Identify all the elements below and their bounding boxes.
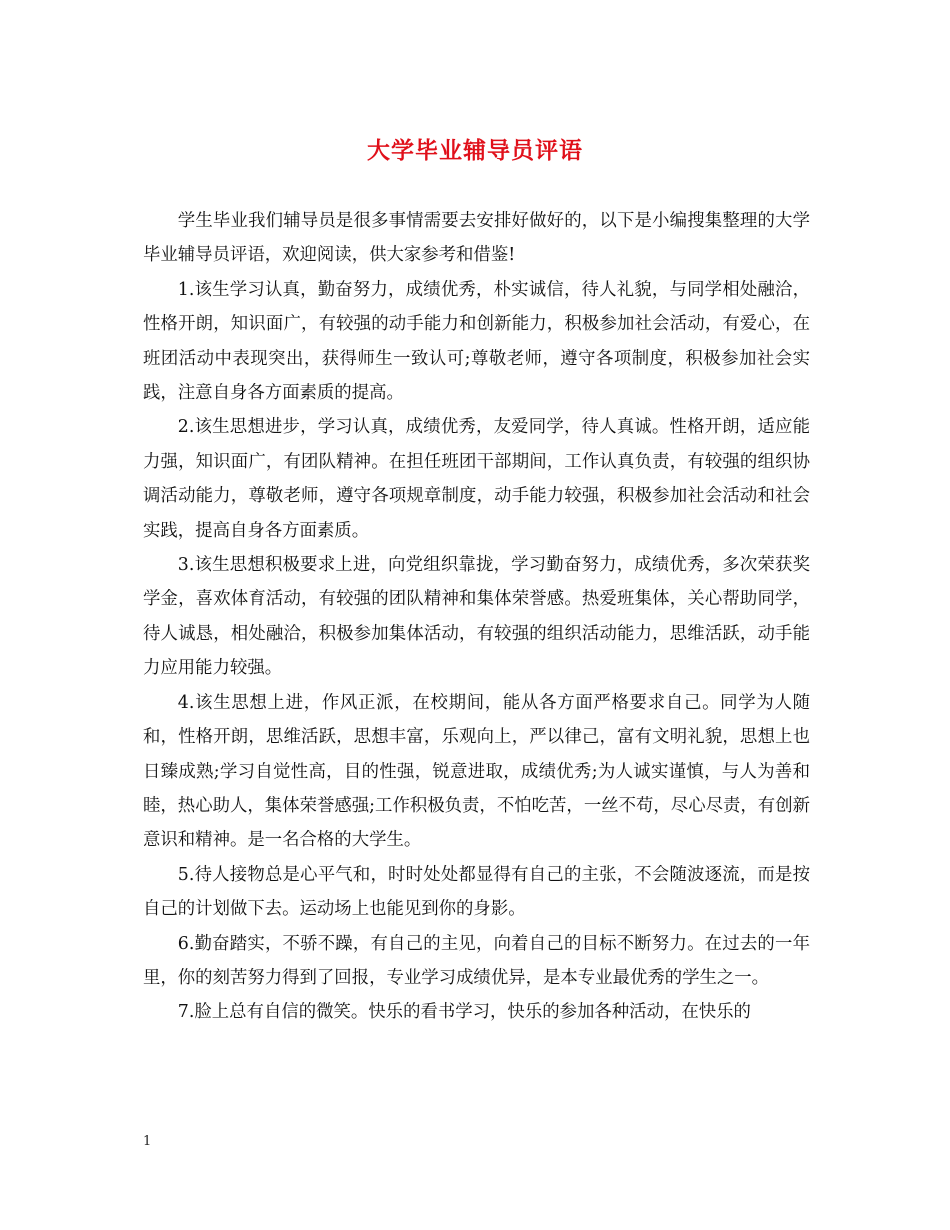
- comment-paragraph-1: 1.该生学习认真，勤奋努力，成绩优秀，朴实诚信，待人礼貌，与同学相处融洽，性格开朗，知识面广，有较强的动手能力和创新能力，积极参加社会活动，有爱心，在班团活动中表现突出，获得师生一致认可;尊敬老师，遵守各项制度，积极参加社会实践，注意自身各方面素质的提高。: [143, 279, 810, 404]
- comment-paragraph-3: 3.该生思想积极要求上进，向党组织靠拢，学习勤奋努力，成绩优秀，多次荣获奖学金，喜欢体育活动，有较强的团队精神和集体荣誉感。热爱班集体，关心帮助同学，待人诚恳，相处融洽，积极参加集体活动，有较强的组织活动能力，思维活跃，动手能力应用能力较强。: [143, 555, 810, 679]
- comment-paragraph-4: 4.该生思想上进，作风正派，在校期间，能从各方面严格要求自己。同学为人随和，性格开朗，思维活跃，思想丰富，乐观向上，严以律己，富有文明礼貌，思想上也日臻成熟;学习自觉性高，目的性强，锐意进取，成绩优秀;为人诚实谨慎，与人为善和睦，热心助人，集体荣誉感强;工作积极负责，不怕吃苦，一丝不苟，尽心尽责，有创新意识和精神。是一名合格的大学生。: [143, 692, 810, 851]
- comment-paragraph-7: 7.脸上总有自信的微笑。快乐的看书学习，快乐的参加各种活动，在快乐的: [177, 1002, 751, 1023]
- comment-paragraph-2: 2.该生思想进步，学习认真，成绩优秀，友爱同学，待人真诚。性格开朗，适应能力强，知识面广，有团队精神。在担任班团干部期间，工作认真负责，有较强的组织协调活动能力，尊敬老师，遵守各项规章制度，动手能力较强，积极参加社会活动和社会实践，提高自身各方面素质。: [143, 417, 810, 541]
- comment-paragraph-5: 5.待人接物总是心平气和，时时处处都显得有自己的主张，不会随波逐流，而是按自己的计划做下去。运动场上也能见到你的身影。: [143, 864, 810, 920]
- document-title: 大学毕业辅导员评语: [367, 137, 583, 164]
- comment-paragraph-6: 6.勤奋踏实，不骄不躁，有自己的主见，向着自己的目标不断努力。在过去的一年里，你的刻苦努力得到了回报，专业学习成绩优异，是本专业最优秀的学生之一。: [143, 933, 810, 988]
- page-number: 1: [143, 1134, 152, 1149]
- intro-paragraph: 学生毕业我们辅导员是很多事情需要去安排好做好的，以下是小编搜集整理的大学毕业辅导员评语，欢迎阅读，供大家参考和借鉴!: [143, 211, 810, 266]
- document-body: [143, 204, 810, 1030]
